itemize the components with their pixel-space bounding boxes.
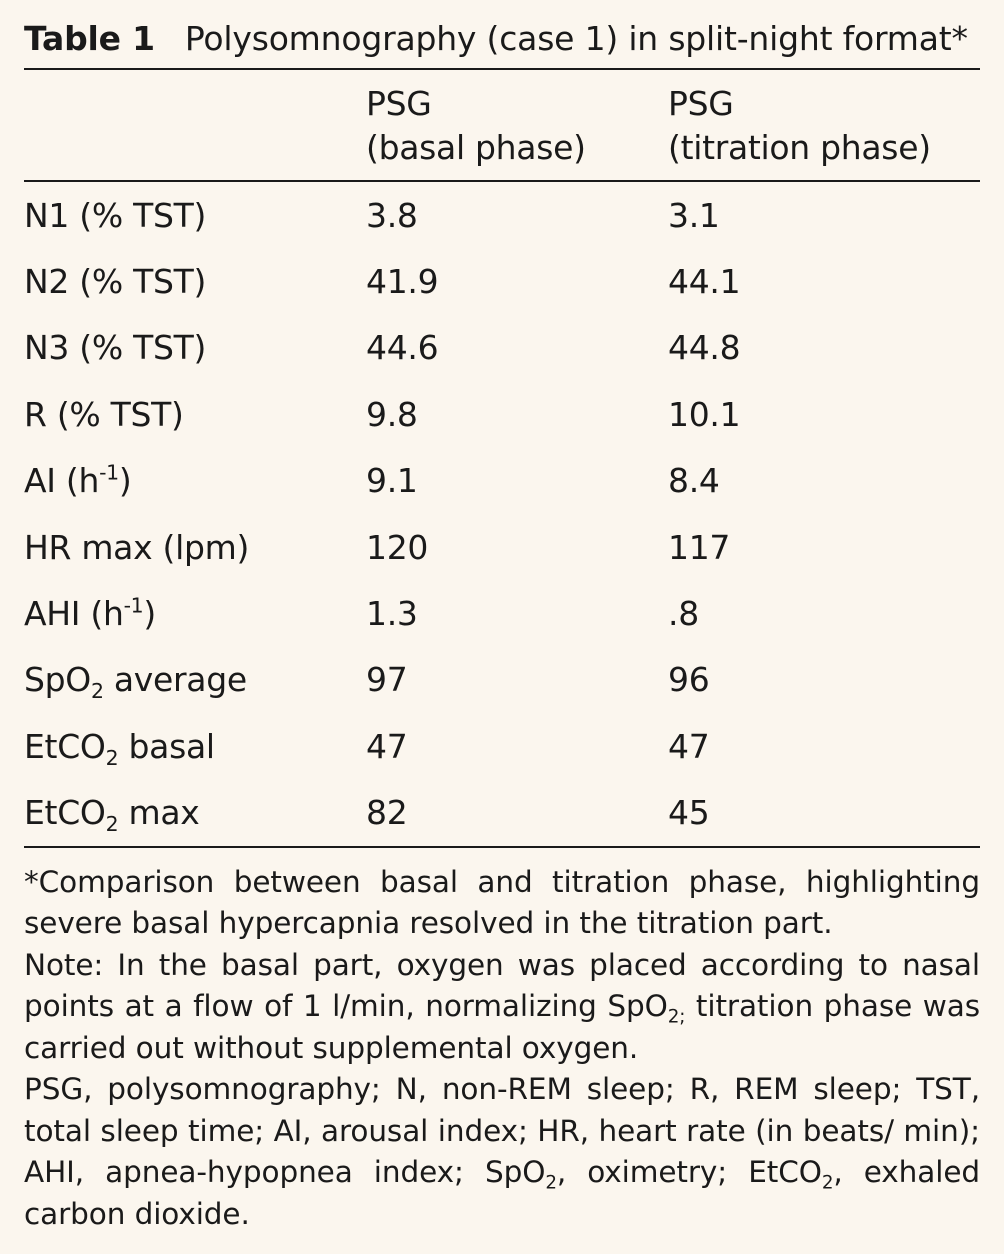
table-title: Polysomnography (case 1) in split-night format* — [184, 19, 968, 58]
header-cell-titration — [668, 70, 980, 180]
row-label-text: ) — [118, 461, 132, 501]
note — [24, 945, 980, 1070]
row-label-text: max — [118, 793, 200, 833]
abbreviations-subscript: 2 — [821, 1172, 834, 1194]
header-titration-line2: (titration phase) — [668, 128, 931, 167]
note-text: titration phase was carried out without supplemental oxygen. — [24, 989, 980, 1065]
header-cell-basal — [366, 70, 668, 180]
basal-value: 82 — [366, 793, 408, 833]
basal-value: 1.3 — [366, 594, 418, 634]
row-label-superscript: -1 — [99, 460, 119, 485]
row-label-superscript: -1 — [123, 593, 144, 618]
table-notes — [24, 862, 980, 1236]
footnote: *Comparison between basal and titration phase, highlighting severe basal hypercapnia resolved in the titration part. — [24, 864, 980, 941]
row-label: HR max (lpm) — [24, 527, 250, 567]
header-cell-label — [24, 70, 366, 180]
row-label-text: SpO — [24, 660, 91, 700]
titration-value: 45 — [668, 793, 710, 833]
row-label-text: average — [103, 660, 247, 700]
abbreviations-text: , oximetry; EtCO — [556, 1155, 822, 1190]
table-row — [24, 248, 980, 314]
titration-value: 96 — [668, 660, 710, 700]
table-row — [24, 580, 980, 646]
basal-value: 9.8 — [366, 394, 418, 434]
table-header — [24, 70, 980, 180]
table-row — [24, 713, 980, 779]
row-label-text: AI (h — [24, 461, 100, 501]
row-label: N3 (% TST) — [24, 328, 207, 368]
basal-value: 9.1 — [366, 461, 418, 501]
titration-value: 44.1 — [668, 262, 741, 302]
table-row — [24, 780, 980, 846]
note-text: Note: In the basal part, oxygen was placed according to nasal points at a flow of 1 l/min, normalizing SpO — [24, 947, 980, 1024]
abbreviations-text: PSG, polysomnography; N, non-REM sleep; R, REM sleep; TST, total sleep time; AI, arousal index; HR, heart rate (in beats/ min); AHI, apnea-hypopnea index; SpO — [24, 1072, 980, 1190]
table-row — [24, 381, 980, 447]
row-label-subscript: 2 — [105, 745, 119, 770]
table-row — [24, 448, 980, 514]
row-label-text: ) — [143, 594, 156, 634]
titration-value: .8 — [668, 594, 699, 634]
titration-value: 8.4 — [668, 461, 720, 501]
abbreviations-text: , exhaled carbon dioxide. — [24, 1155, 980, 1231]
table-row — [24, 647, 980, 713]
titration-value: 44.8 — [668, 328, 741, 368]
table-row — [24, 315, 980, 381]
row-label — [24, 780, 366, 846]
table-row — [24, 514, 980, 580]
table-number: Table 1 — [24, 19, 155, 58]
basal-value: 47 — [366, 726, 408, 766]
basal-value: 97 — [366, 660, 408, 700]
titration-value: 117 — [668, 527, 731, 567]
row-label — [24, 580, 366, 646]
titration-value: 47 — [668, 726, 710, 766]
titration-value: 3.1 — [668, 195, 720, 235]
data-table — [24, 70, 980, 846]
header-row — [24, 70, 980, 180]
header-titration-line1: PSG — [668, 84, 734, 123]
basal-value: 120 — [366, 527, 429, 567]
note-subscript: 2; — [667, 1006, 686, 1028]
header-basal-line1: PSG — [366, 84, 432, 123]
row-label-subscript: 2 — [90, 679, 104, 704]
basal-value: 3.8 — [366, 195, 418, 235]
basal-value: 44.6 — [366, 328, 439, 368]
row-label: R (% TST) — [24, 394, 184, 434]
basal-value: 41.9 — [366, 262, 439, 302]
row-label — [24, 647, 366, 713]
titration-value: 10.1 — [668, 394, 741, 434]
row-label-text: EtCO — [24, 793, 106, 833]
row-label-subscript: 2 — [105, 812, 119, 837]
row-label — [24, 448, 366, 514]
table-row — [24, 182, 980, 248]
row-label: N2 (% TST) — [24, 262, 207, 302]
table-caption — [24, 14, 980, 64]
header-basal-line2: (basal phase) — [366, 128, 586, 167]
row-label: N1 (% TST) — [24, 195, 207, 235]
row-label-text: EtCO — [24, 726, 106, 766]
bottom-rule — [24, 846, 980, 848]
abbreviations — [24, 1069, 980, 1235]
row-label-text: basal — [118, 726, 215, 766]
abbreviations-subscript: 2 — [545, 1172, 557, 1194]
row-label-text: AHI (h — [24, 594, 124, 634]
row-label — [24, 713, 366, 779]
